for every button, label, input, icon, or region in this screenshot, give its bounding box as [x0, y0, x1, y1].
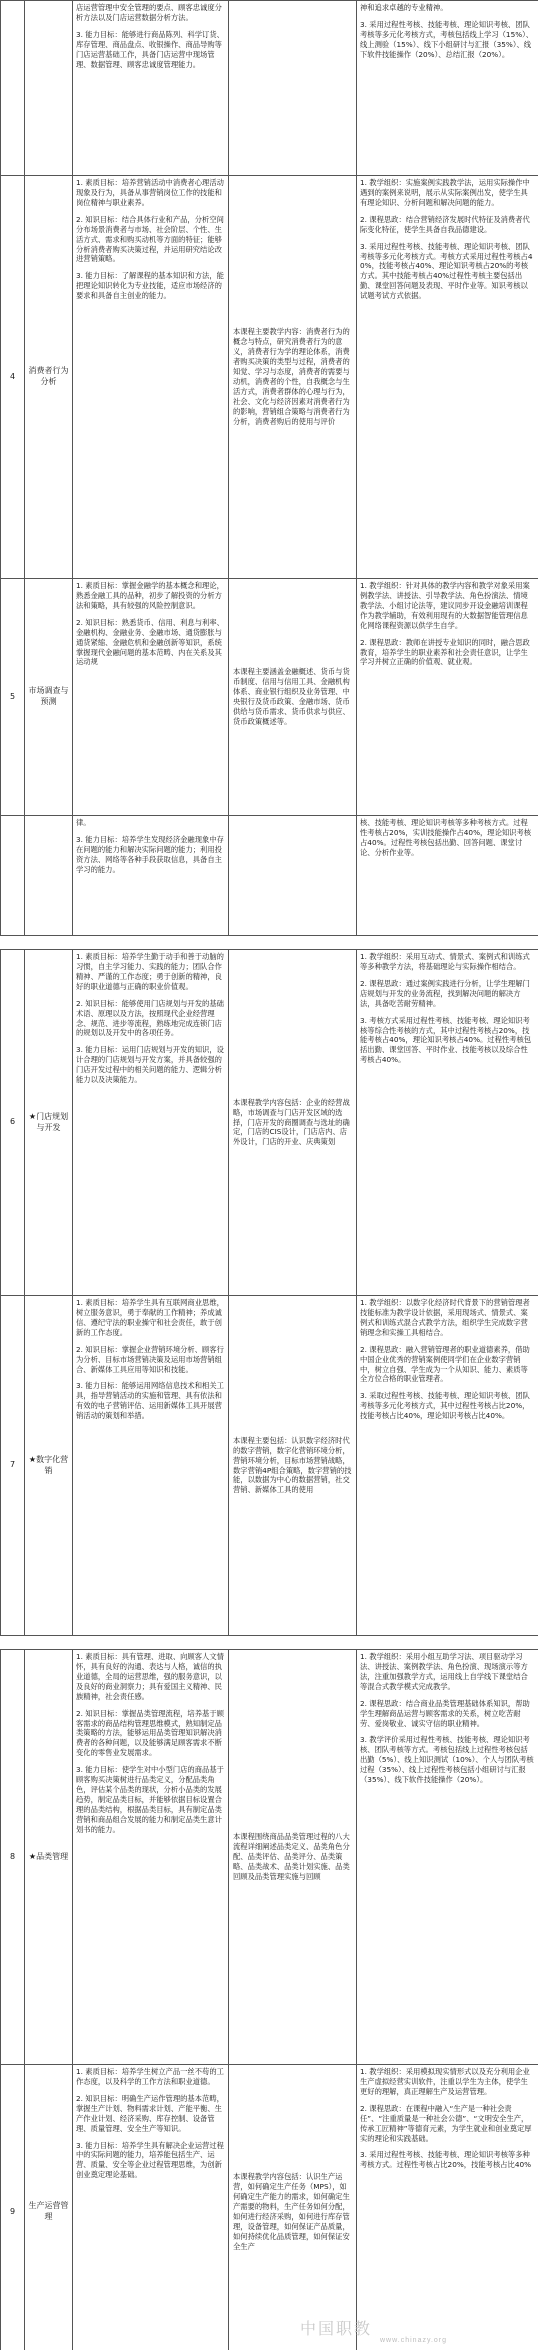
- course-content-cell: [229, 816, 357, 936]
- gap-cell: [1, 1636, 538, 1650]
- requirement-paragraph: 3. 教学评价采用过程性考核、技能考核、理论知识考核、团队考核等方式。考核包括线上过程性考核包括出勤（5%）、线上知识测试（10%）、个人与团队考核过程（35%）、线上过程性考核包括小组研讨与汇报（35%）、线下软件技能操作（20%）。: [360, 1735, 534, 1785]
- requirement-paragraph: 2. 课程思政：结合营销经济发展时代特征及消费者代际变化特征，使学生具备自我品德建设。: [360, 214, 530, 234]
- course-name-cell: [25, 1, 73, 176]
- page-break-gap: [1, 936, 538, 950]
- course-requirements-cell: [357, 816, 538, 936]
- course-name-cell: [25, 816, 73, 936]
- course-content-cell: 本课程围绕商品品类管理过程的八大流程详细阐述品类定义、品类角色分配、品类评估、品类评分、品类策略、品类战术、品类计划实施、品类回顾及品类管理实施与回顾: [229, 1650, 357, 2065]
- objective-paragraph: 2. 知识目标：掌握品类管理流程，培养基于顾客需求的商品结构管理思维模式，熟知制定品类策略的方法，能够运用品类管理知识解决消费者的各种问题，以及能够满足顾客需求不断变化的零售业发展需求。: [76, 1708, 224, 1758]
- course-objectives-cell: [73, 1296, 229, 1636]
- requirement-paragraph: 1. 教学组织：采用模拟现实情形式以及充分利用企业生产虚拟经营实训软件，注重以学生为主体，使学生更好的理解，真正理解生产及运营管理。: [360, 2067, 530, 2096]
- requirement-paragraph: 3. 采用过程性考核、技能考核、理论知识考核等多种考核方式。过程性考核占比20%，技能考核占比40%: [360, 2150, 532, 2170]
- requirement-paragraph: 1. 教学组织：采用互动式、情景式、案例式和训练式等多种教学方法，将基础理论与实际操作相结合。: [360, 952, 530, 971]
- course-number-cell: [1, 1, 25, 176]
- objective-paragraph: 3. 能力目标：能够进行商品陈列、科学订货、库存管理、商品盘点、收银操作、商品导购等门店运营基础工作，具备门店运营中现场管理、数据管理、顾客忠诚度管理能力。: [76, 29, 224, 69]
- course-requirements-cell: [357, 1650, 538, 2065]
- course-objectives-cell: [73, 579, 229, 816]
- course-number-cell: 5: [1, 579, 25, 816]
- table-row: [1, 1, 538, 176]
- course-number-cell: 9: [1, 2065, 25, 2350]
- objective-paragraph: 3. 能力目标：能够运用网络信息技术和相关工具，指导营销活动的实施和管理、具有依法和有效的电子营销评估、运用新媒体工具开展营销活动的策划和举措。: [76, 1381, 224, 1421]
- objective-paragraph: 2. 知识目标：掌握企业营销环境分析、顾客行为分析、目标市场营销决策及运用市场营销组合、新媒体工具应用等知识和技能。: [76, 1344, 224, 1374]
- objective-paragraph: 2. 知识目标：能够使用门店规划与开发的基础术语、原理以及方法，按照现代企业经营理念、规范、进步等流程，熟练地完成连锁门店的规划以及开发中的各项任务。: [76, 998, 224, 1038]
- course-table-body: [1, 1, 538, 2350]
- objective-paragraph: 1. 素质目标：培养学生具有互联网商业思维，树立服务意识，勇于奉献的工作精神；养成诚信、遵纪守法的职业操守和社会责任，敢于创新的工作态度。: [76, 1298, 224, 1337]
- objective-paragraph: 3. 能力目标：使学生对中小型门店的商品基于顾客购买决策树进行品类定义，分配品类角色，评估某个品类的现状，分析小品类的发展趋势，制定品类目标，并能够依据目标设置合理的品类结构，根据品类目标，具有制定品类营销和商品组合发展的能力和制定品类生意计划书的能力。: [76, 1765, 224, 1834]
- objective-paragraph: 1. 素质目标：培养学生勤于动手和善于动脑的习惯，自主学习能力、实践的能力；团队合作精神、严谨的工作态度；勇于创新的精神，良好的职业道德与正确的职业价值观。: [76, 952, 224, 991]
- table-row: [1, 1650, 538, 2065]
- objective-paragraph: 律。: [76, 818, 91, 827]
- course-name-cell: ★数字化营销: [25, 1296, 73, 1636]
- requirement-paragraph: 1. 教学组织：以数字化经济时代背景下的营销管理者技能标准为教学设计依据，采用现场式、情景式、案例式和训练式混合式教学方法，组织学生完成数字营销理念和实操工具相结合。: [360, 1298, 530, 1337]
- table-row: [1, 2065, 538, 2350]
- course-requirements-cell: [357, 950, 538, 1296]
- course-requirements-cell: [357, 1296, 538, 1636]
- objective-paragraph: 1. 素质目标：具有管理、进取、向顾客人文情怀，具有良好的沟通、表达与人格，诚信的执业道德，全局的运营思维，强的服务意识，以及良好的商业洞察力；具有爱国主义精神、民族精神，社会责任感。: [76, 1652, 224, 1701]
- objective-paragraph: 3. 能力目标：培养学生发现经济金融现象中存在问题的能力和解决实际问题的能力；利用投资方法、网络等各种手段获取信息，具备自主学习的能力。: [76, 834, 224, 874]
- objective-paragraph: 3. 能力目标：了解课程的基本知识和方法，能把理论知识转化为专业技能，适应市场经济的要求和具备自主创业的能力。: [76, 271, 224, 301]
- table-row: [1, 579, 538, 816]
- objective-paragraph: 3. 能力目标：运用门店规划与开发的知识，设计合理的门店规划与开发方案，并具备较强的门店开发过程中的相关问题的能力、逻辑分析能力以及决策能力。: [76, 1045, 224, 1085]
- course-requirements-cell: [357, 176, 538, 579]
- course-name-cell: 消费者行为分析: [25, 176, 73, 579]
- objective-paragraph: 2. 知识目标：结合具体行业和产品，分析空间分布场景消费者与市场、社会阶层、个性、生活方式、需求和购买动机等方面的特征；能够分析消费者购买决策过程，并运用研究结论改进营销策略。: [76, 214, 224, 264]
- course-content-cell: 本课程主要涵盖金融概述、货币与货币制度、信用与信用工具、金融机构体系、商业银行组织及业务管理、中央银行及货币政策、金融市场、货币供给与货币需求、货币供求与供应、货币政策概述等。: [229, 579, 357, 816]
- requirement-paragraph: 2. 课程思政：融入营销管理者的职业道德素养，借助中国企业优秀的营销案例使同学们在企业数字营销中，树立自强、学生成为一个从知识、能力、素质等全方位合格的职业管理者。: [360, 1344, 530, 1384]
- requirement-paragraph: 1. 教学组织：采用小组互助学习法、项目驱动学习法、讲授法、案例教学法、角色扮演、现场演示等方法，注重加强教学方式，运用线上自学线下课堂结合等混合式教学模式完成教学。: [360, 1652, 528, 1691]
- course-content-cell: [229, 1, 357, 176]
- course-number-cell: 7: [1, 1296, 25, 1636]
- requirement-paragraph: 神和追求卓越的专业精神。: [360, 3, 448, 12]
- table-row: [1, 816, 538, 936]
- table-row: [1, 950, 538, 1296]
- watermark-text: 中国职教: [300, 2319, 373, 2338]
- requirement-paragraph: 1. 教学组织：针对具体的教学内容和教学对象采用案例教学法、讲授法、引导教学法、角色扮演法、情境教学法、小组讨论法等，建议同步开设金融培训课程作为教学辅助，有效利用现有的大数据智能管理信息化网络课程资源以供学生自学。: [360, 581, 530, 630]
- course-objectives-cell: [73, 1650, 229, 2065]
- objective-paragraph: 2. 知识目标：熟悉货币、信用、利息与利率、金融机构、金融业务、金融市场、通货膨胀与通货紧缩、金融危机和金融创新等知识，系统掌握现代金融问题的基本范畴、内在关系及其运动规: [76, 617, 224, 667]
- course-requirements-cell: [357, 579, 538, 816]
- course-objectives-cell: [73, 816, 229, 936]
- course-name-cell: 市场调查与预测: [25, 579, 73, 816]
- course-objectives-cell: [73, 950, 229, 1296]
- course-objectives-cell: [73, 2065, 229, 2350]
- course-number-cell: 6: [1, 950, 25, 1296]
- objective-paragraph: 2. 知识目标：明确生产运作管理的基本范畴，掌握生产计划、物料需求计划、产能平衡、生产作业计划、经济采购、库存控制、设备管理、质量管理、安全生产等知识。: [76, 2093, 224, 2133]
- objective-paragraph: 3. 能力目标：培养学生具有解决企业运营过程中的实际问题的能力，培养能包括生产、运营、质量、安全等企业过程管理思维，为创新创业奠定理论基础。: [76, 2140, 224, 2180]
- requirement-paragraph: 核、技能考核、理论知识考核等多种考核方式。过程性考核占20%，实训技能操作占40%，理论知识考核占40%。过程性考核包括出勤、回答问题、课堂讨论、分析作业等。: [360, 818, 532, 857]
- course-number-cell: [1, 816, 25, 936]
- course-number-cell: 8: [1, 1650, 25, 2065]
- course-content-cell: 本课程教学内容包括：企业的经营战略，市场调查与门店开发区域的选择，门店开发的商圈调查与选址的确定，门店的CIS设计，门店店内、店外设计，门店的开业、庆典策划: [229, 950, 357, 1296]
- course-requirements-cell: [357, 2065, 538, 2350]
- course-name-cell: 生产运营管理: [25, 2065, 73, 2350]
- course-name-cell: ★门店规划与开发: [25, 950, 73, 1296]
- watermark-url: www.chinazy.org: [380, 2337, 448, 2344]
- page-break-gap: [1, 1636, 538, 1650]
- requirement-paragraph: 3. 采用过程性考核、技能考核、理论知识考核、团队考核等多元化考核方式。考核方式采用过程性考核占40%，技能考核占40%、理论知识考核占20%的考核方式。其中技能考核占40%过程性考核主要包括出勤、课堂回答问题及表现、平时作业等。知识考核以试题考试方式依据。: [360, 241, 533, 301]
- course-objectives-cell: [73, 176, 229, 579]
- table-row: [1, 176, 538, 579]
- requirement-paragraph: 3. 考核方式采用过程性考核、技能考核、理论知识考核等综合性考核的方式，其中过程性考核占20%，技能考核占40%，理论知识考核占40%。过程性考核包括出勤、课堂回答、平时作业、技能考核以及综合性考核占40%。: [360, 1015, 532, 1065]
- requirement-paragraph: 2. 课程思政：教师在讲授专业知识的同时，融合思政教育，培养学生的职业素养和社会责任意识，让学生学习并树立正确的价值观、就业观。: [360, 637, 530, 667]
- requirement-paragraph: 3. 采用过程性考核、技能考核、理论知识考核、团队考核等多元化考核方式，考核包括线上学习（15%）、线上测验（15%）、线下小组研讨与汇报（35%）、线下软件技能操作（20%）、总结汇报（20%）。: [360, 19, 534, 59]
- objective-paragraph: 1. 素质目标：培养学生树立产品一丝不苟的工作态度，以及科学的工作方法和职业道德。: [76, 2067, 224, 2086]
- course-content-cell: 本课程教学内容包括：认识生产运营，如何确定生产任务（MPS），如何确定生产能力的需求，如何确定生产需要的物料，生产任务如何分配，如何进行经济采购，如何进行库存管理，设备管理，如何保证产品质量，如何持续优化品质管理，如何保证安全生产: [229, 2065, 357, 2350]
- requirement-paragraph: 2. 课程思政：在课程中融入“生产是一种社会责任”、“注重质量是一种社会公德”、“文明安全生产，传承工匠精神”等德育元素，为学生就业和创业奠定厚实的理论和实践基础。: [360, 2103, 532, 2143]
- requirement-paragraph: 2. 课程思政：通过案例实践进行分析，让学生理解门店规划与开发的业务流程，找到解决问题的解决方法，具备吃苦耐劳精神。: [360, 978, 530, 1008]
- table-row: [1, 1296, 538, 1636]
- course-requirements-cell: [357, 1, 538, 176]
- objective-paragraph: 1. 素质目标：培养营销活动中消费者心理活动现象及行为，具备从事营销岗位工作的技能和岗位精神与职业素养。: [76, 178, 224, 207]
- requirement-paragraph: 1. 教学组织：实施案例实践教学法，运用实际操作中遇到的案例来说明，展示从实际案例出发，使学生具有理论知识、分析问题和解决问题的能力。: [360, 178, 530, 207]
- course-objectives-cell: [73, 1, 229, 176]
- requirement-paragraph: 3. 采取过程性考核、技能考核、理论知识考核、团队考核等多元化考核方式，其中过程性考核占比20%，技能考核占比40%，理论知识考核占比40%。: [360, 1391, 530, 1421]
- course-number-cell: 4: [1, 176, 25, 579]
- course-content-cell: 本课程主要教学内容：消费者行为的概念与特点，研究消费者行为的意义，消费者行为学的理论体系，消费者购买决策的类型与过程，消费者的知觉、学习与态度，消费者的需要与动机，消费者的个性，自我概念与生活方式，消费者群体的心理与行为，社会、文化与经济因素对消费者行为的影响，营销组合策略与消费者行为分析，消费者购后的使用与评价: [229, 176, 357, 579]
- objective-paragraph: 店运营管理中安全管理的要点、顾客忠诚度分析方法以及门店运营数据分析方法。: [76, 3, 222, 22]
- gap-cell: [1, 936, 538, 950]
- objective-paragraph: 1. 素质目标：掌握金融学的基本概念和理论，熟悉金融工具的品种，初步了解投资的分析方法和策略，具有较强的风险控制意识。: [76, 581, 224, 610]
- course-name-cell: ★品类管理: [25, 1650, 73, 2065]
- course-content-cell: 本课程主要包括：认识数字经济时代的数字营销，数字化营销环境分析，营销环境分析，目标市场营销战略，数字营销4P组合策略，数字营销的技能，以数据为中心的数据营销，社交营销、新媒体工具的使用: [229, 1296, 357, 1636]
- requirement-paragraph: 2. 课程思政：结合商业品类管理基础体系知识，帮助学生理解商品运营与顾客需求的关系，树立吃苦耐劳、爱岗敬业、诚实守信的职业精神。: [360, 1698, 530, 1728]
